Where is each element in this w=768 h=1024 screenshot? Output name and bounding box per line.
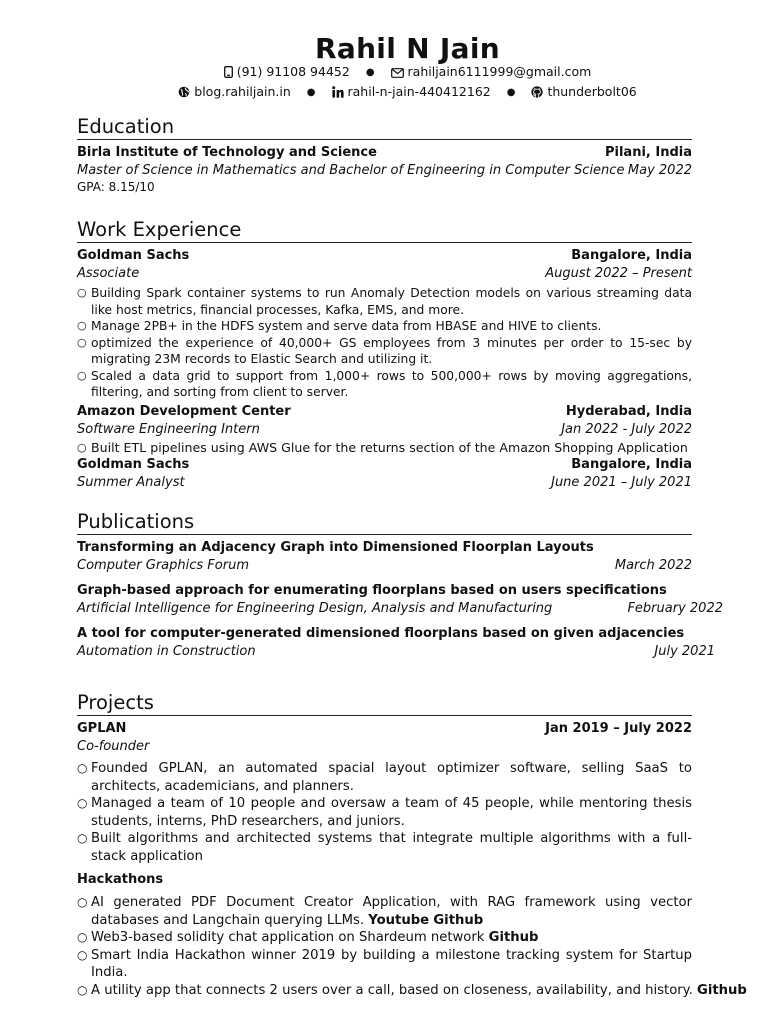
section-title-publications: Publications bbox=[77, 511, 692, 535]
projects-section bbox=[77, 691, 747, 999]
job-header-row bbox=[77, 247, 692, 265]
project-header-row bbox=[77, 720, 692, 738]
email-link[interactable]: rahiljain6111999@gmail.com bbox=[407, 64, 592, 79]
list-item: ○ Built ETL pipelines using AWS Glue for the returns section of the Amazon Shopping Application bbox=[77, 439, 688, 455]
education-institution-row bbox=[77, 144, 692, 162]
gpa: GPA: 8.15/10 bbox=[77, 180, 155, 194]
job-company: Amazon Development Center bbox=[77, 403, 291, 419]
job-header-row bbox=[77, 456, 692, 474]
education-degree-row bbox=[77, 162, 692, 180]
job-location: Bangalore, India bbox=[571, 248, 692, 263]
resume-name: Rahil N Jain bbox=[315, 32, 500, 65]
list-item: ○ Smart India Hackathon winner 2019 by building a milestone tracking system for Startup India. bbox=[77, 947, 692, 980]
linkedin-link[interactable]: rahil-n-jain-440412162 bbox=[347, 84, 491, 99]
job-role: Summer Analyst bbox=[77, 475, 185, 490]
work-section bbox=[77, 219, 692, 492]
email-icon bbox=[391, 68, 404, 78]
bullet-icon: ○ bbox=[77, 796, 88, 810]
separator-dot: ● bbox=[506, 87, 516, 98]
section-title-work: Work Experience bbox=[77, 219, 692, 243]
youtube-link[interactable]: Youtube bbox=[368, 912, 430, 928]
list-item: ○ optimized the experience of 40,000+ GS employees from 3 minutes per order to 15-sec by migrating 23M records to Elastic Search and utilizing it. bbox=[77, 335, 692, 366]
job-dates: Jan 2022 - July 2022 bbox=[561, 421, 692, 437]
section-title-education: Education bbox=[77, 116, 692, 140]
job-location: Hyderabad, India bbox=[565, 403, 692, 419]
publication-title: A tool for computer-generated dimensioned floorplans based on given adjacencies bbox=[77, 626, 685, 641]
list-item: ○ Manage 2PB+ in the HDFS system and serve data from HBASE and HIVE to clients. bbox=[77, 319, 602, 333]
bullet-icon: ○ bbox=[77, 895, 88, 909]
phone-link[interactable]: (91) 91108 94452 bbox=[236, 64, 350, 79]
publication-date: March 2022 bbox=[614, 558, 692, 573]
publication-venue-row bbox=[77, 600, 723, 618]
globe-icon bbox=[178, 86, 190, 98]
resume-page bbox=[77, 32, 747, 998]
project-bullets bbox=[77, 760, 692, 865]
publication-date: July 2021 bbox=[654, 644, 715, 659]
phone-icon bbox=[224, 66, 233, 78]
list-item: ○ Scaled a data grid to support from 1,000+ rows to 500,000+ rows by moving aggregations, filtering, and sorting from client to server. bbox=[77, 368, 692, 399]
bullet-icon: ○ bbox=[77, 947, 88, 962]
github-link[interactable]: thunderbolt06 bbox=[547, 84, 637, 99]
publication-venue: Computer Graphics Forum bbox=[77, 558, 249, 573]
education-section bbox=[77, 116, 692, 195]
separator-dot: ● bbox=[365, 67, 375, 78]
github-link[interactable]: Github bbox=[697, 982, 747, 998]
publication-title: Graph-based approach for enumerating floorplans based on users specifications bbox=[77, 583, 667, 598]
project-name: GPLAN bbox=[77, 721, 127, 736]
graduation-date: May 2022 bbox=[627, 163, 692, 178]
hackathons-heading: Hackathons bbox=[77, 872, 164, 887]
hackathon-bullets bbox=[77, 894, 747, 999]
bullet-icon: ○ bbox=[77, 319, 87, 332]
github-link[interactable]: Github bbox=[433, 912, 484, 928]
job-bullets bbox=[77, 440, 692, 457]
contact-line-2 bbox=[123, 84, 692, 102]
list-item: ○ A utility app that connects 2 users over a call, based on closeness, availability, and history. Github bbox=[77, 982, 747, 998]
list-item: ○ Building Spark container systems to run Anomaly Detection models on various streaming data like host metrics, financial processes, Kafka, EMS, and more. bbox=[77, 286, 692, 317]
job-bullets bbox=[77, 285, 692, 401]
separator-dot: ● bbox=[306, 87, 316, 98]
github-icon bbox=[531, 86, 543, 98]
contact-line-1 bbox=[123, 64, 692, 82]
section-title-projects: Projects bbox=[77, 692, 692, 716]
job-dates: August 2022 – Present bbox=[545, 266, 692, 281]
publication-date: February 2022 bbox=[627, 601, 723, 616]
publication-venue: Artificial Intelligence for Engineering Design, Analysis and Manufacturing bbox=[77, 601, 553, 616]
list-item: ○ Built algorithms and architected systems that integrate multiple algorithms with a full-stack application bbox=[77, 831, 692, 864]
blog-link[interactable]: blog.rahiljain.in bbox=[194, 84, 291, 99]
job-role-row bbox=[77, 421, 692, 439]
job-role: Software Engineering Intern bbox=[77, 421, 260, 437]
publications-section bbox=[77, 510, 723, 661]
list-item: ○ Managed a team of 10 people and oversaw a team of 45 people, while mentoring thesis students, interns, PhD researchers, and juniors. bbox=[77, 796, 692, 829]
job-role: Associate bbox=[77, 266, 140, 281]
institution-location: Pilani, India bbox=[604, 145, 692, 160]
bullet-icon: ○ bbox=[77, 440, 87, 454]
publication-venue-row bbox=[77, 643, 715, 661]
degree: Master of Science in Mathematics and Bachelor of Engineering in Computer Science bbox=[77, 163, 625, 178]
job-location: Bangalore, India bbox=[571, 457, 692, 472]
project-role: Co-founder bbox=[77, 739, 150, 754]
publication-title: Transforming an Adjacency Graph into Dimensioned Floorplan Layouts bbox=[77, 540, 594, 555]
bullet-icon: ○ bbox=[77, 368, 87, 382]
bullet-icon: ○ bbox=[77, 831, 88, 845]
job-company: Goldman Sachs bbox=[77, 457, 190, 472]
github-link[interactable]: Github bbox=[488, 930, 539, 945]
publication-venue: Automation in Construction bbox=[77, 644, 256, 659]
job-dates: June 2021 – July 2021 bbox=[551, 475, 692, 490]
linkedin-icon bbox=[332, 86, 344, 98]
list-item: ○ Founded GPLAN, an automated spacial layout optimizer software, selling SaaS to architects, academicians, and planners. bbox=[77, 761, 692, 794]
job-company: Goldman Sachs bbox=[77, 248, 190, 263]
bullet-icon: ○ bbox=[77, 930, 88, 944]
project-dates: Jan 2019 – July 2022 bbox=[545, 721, 692, 736]
institution-name: Birla Institute of Technology and Science bbox=[77, 145, 377, 160]
list-item: ○ Web3-based solidity chat application on Shardeum network Github bbox=[77, 930, 539, 945]
job-role-row bbox=[77, 474, 692, 492]
bullet-icon: ○ bbox=[77, 286, 87, 299]
bullet-icon: ○ bbox=[77, 335, 87, 349]
bullet-icon: ○ bbox=[77, 982, 88, 997]
job-role-row bbox=[77, 265, 692, 283]
bullet-icon: ○ bbox=[77, 761, 88, 775]
list-item: ○ AI generated PDF Document Creator Application, with RAG framework using vector databases and Langchain querying LLMs. Youtube Github bbox=[77, 895, 692, 928]
job-header-row bbox=[77, 403, 692, 421]
publication-venue-row bbox=[77, 557, 692, 575]
